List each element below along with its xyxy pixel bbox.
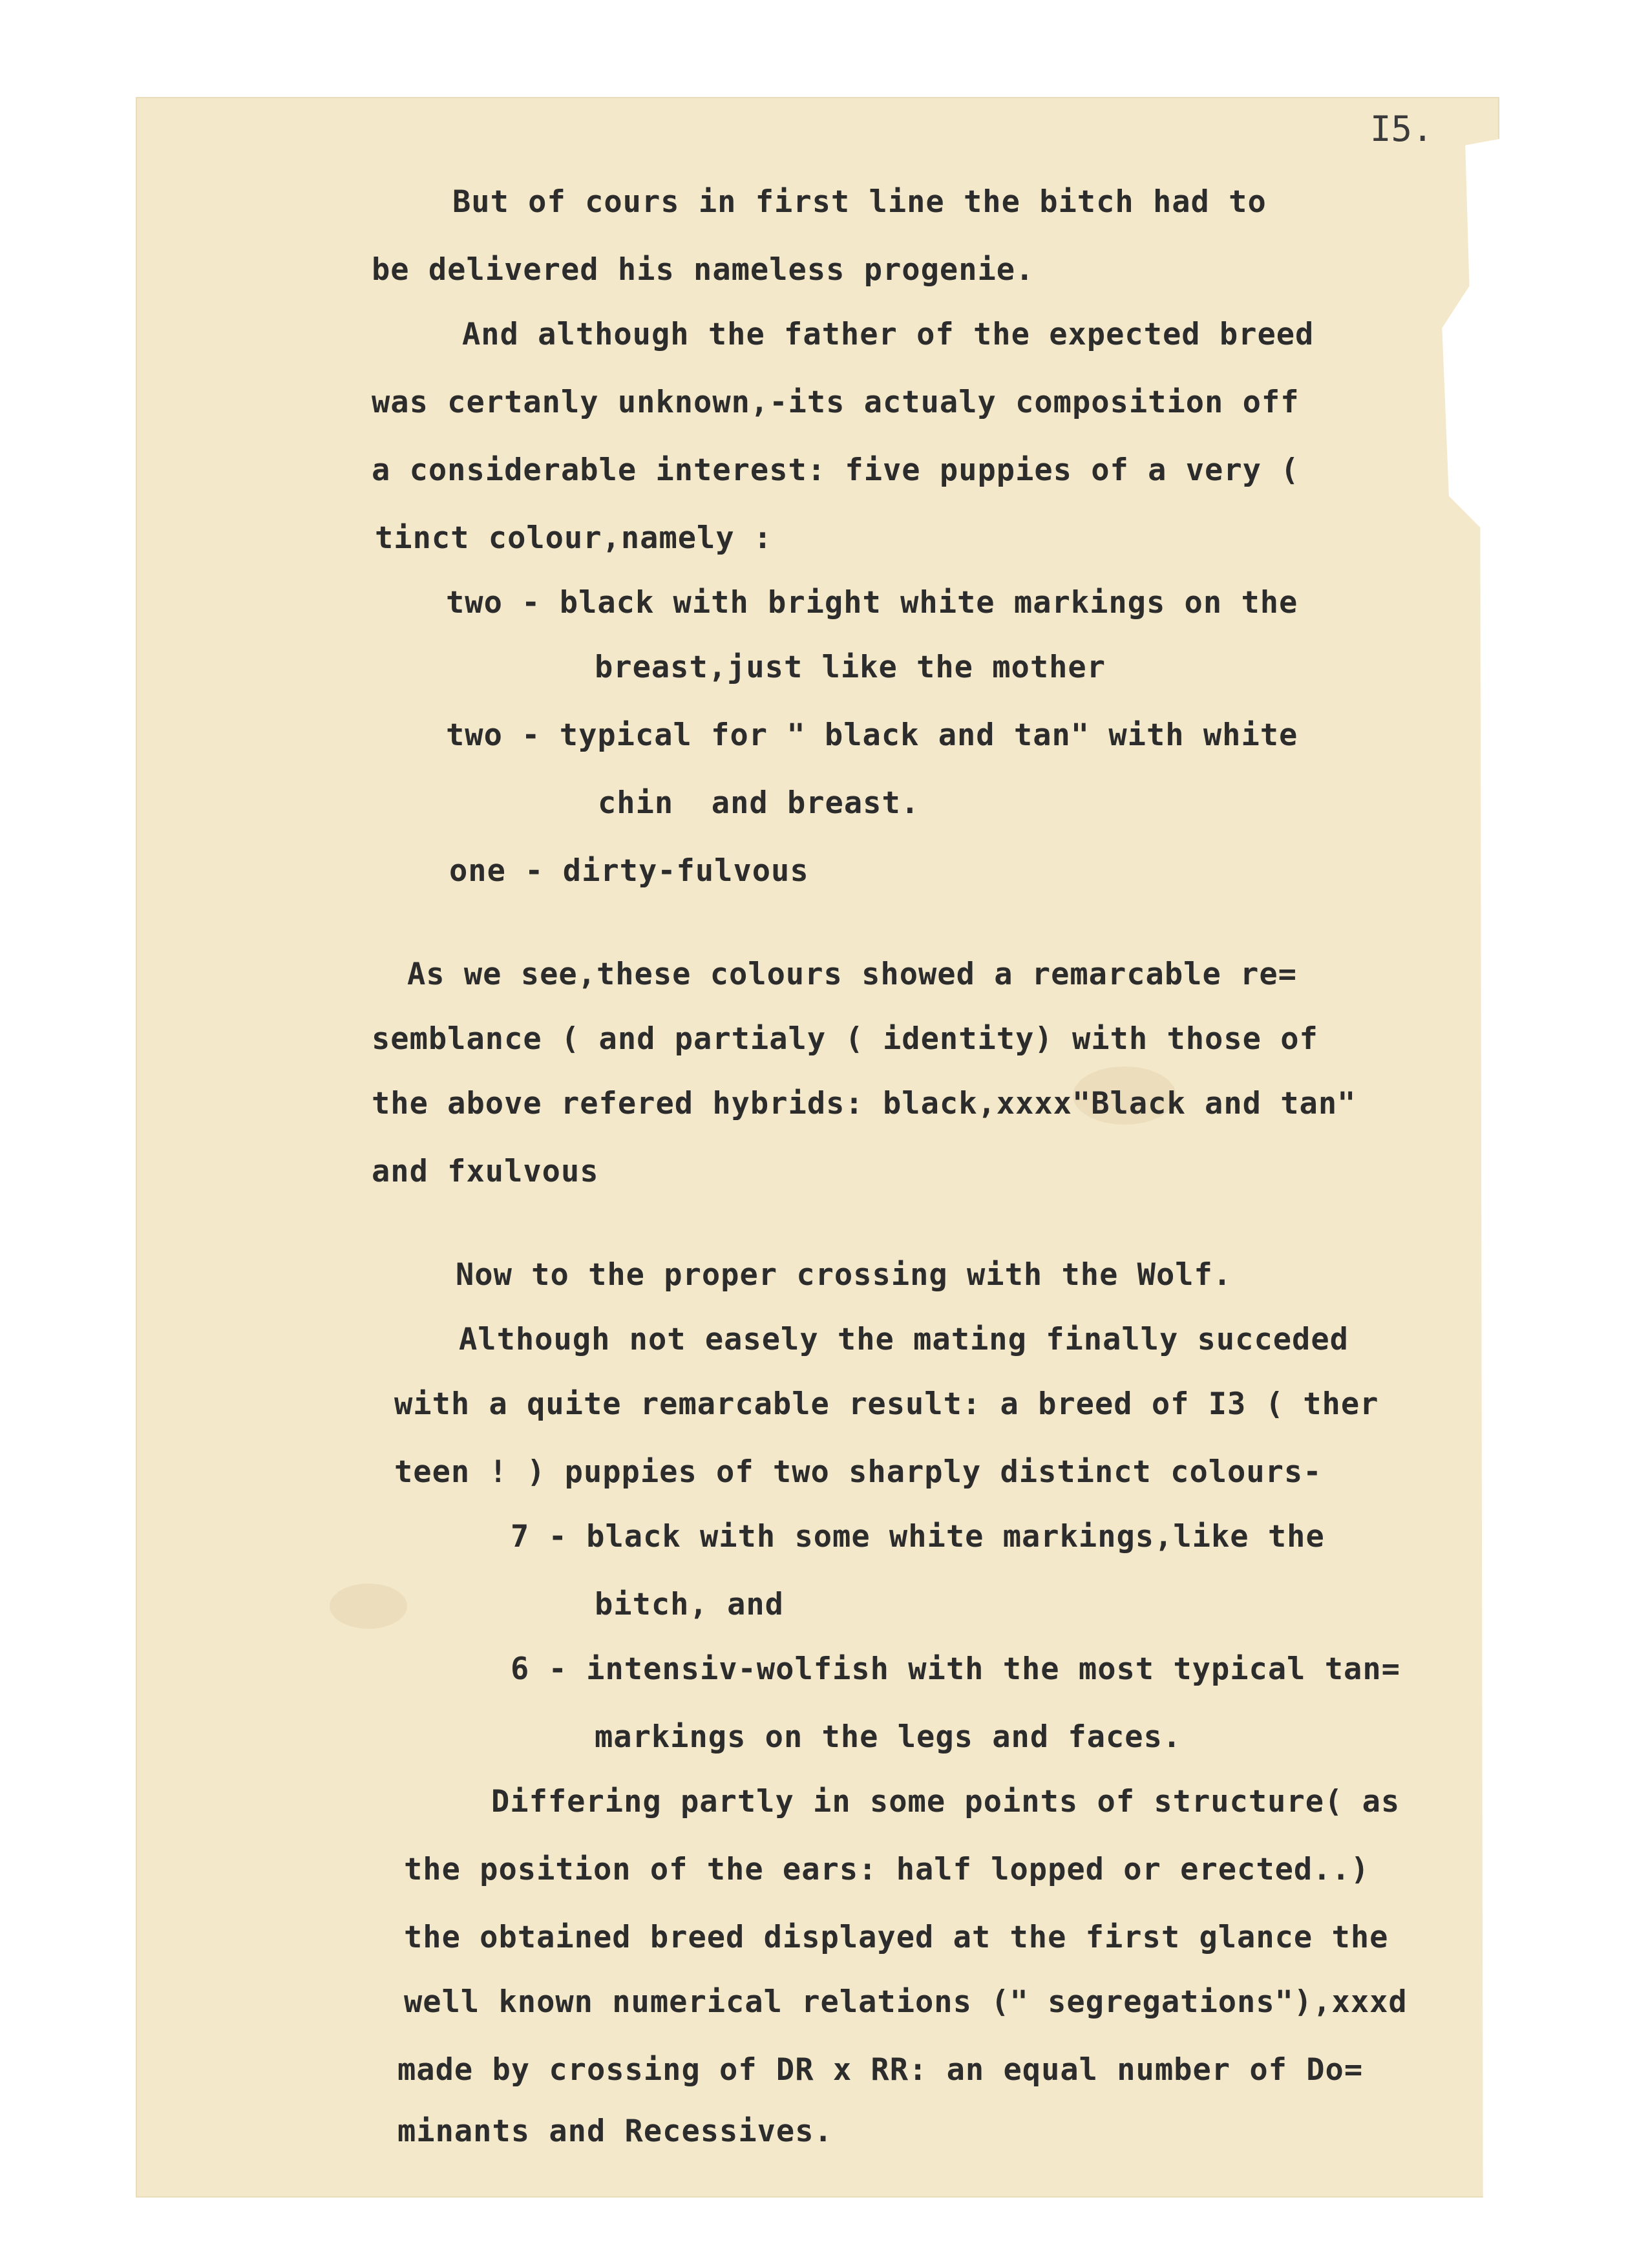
text-line: minants and Recessives. xyxy=(397,2114,833,2149)
text-line: tinct colour,namely : xyxy=(375,520,773,556)
text-line: be delivered his nameless progenie. xyxy=(372,252,1035,288)
paper-stain xyxy=(330,1584,407,1629)
text-line: As we see,these colours showed a remarcable re= xyxy=(407,957,1297,992)
text-line: chin and breast. xyxy=(598,785,920,821)
text-line: teen ! ) puppies of two sharply distinct colours- xyxy=(394,1454,1322,1490)
text-line: the obtained breed displayed at the first glance the xyxy=(404,1920,1389,1955)
text-line: But of cours in first line the bitch had to xyxy=(452,184,1267,220)
text-line: 7 - black with some white markings,like the xyxy=(511,1519,1325,1554)
text-line: two - black with bright white markings on the xyxy=(446,585,1298,620)
text-line: semblance ( and partialy ( identity) with those of xyxy=(372,1021,1318,1057)
text-line: markings on the legs and faces. xyxy=(595,1719,1182,1755)
text-line: made by crossing of DR x RR: an equal number of Do= xyxy=(397,2052,1364,2088)
text-line: with a quite remarcable result: a breed of I3 ( ther xyxy=(394,1386,1379,1422)
text-line: well known numerical relations (" segregations"),xxxd xyxy=(404,1984,1408,2020)
text-line: Although not easely the mating finally succeded xyxy=(459,1322,1349,1357)
text-line: and fxulvous xyxy=(372,1154,599,1189)
text-line: the above refered hybrids: black,xxxx"Black and tan" xyxy=(372,1086,1357,1121)
text-line: breast,just like the mother xyxy=(595,650,1106,685)
text-line: Differing partly in some points of structure( as xyxy=(491,1784,1400,1819)
text-line: 6 - intensiv-wolfish with the most typical tan= xyxy=(511,1651,1400,1687)
text-line: two - typical for " black and tan" with white xyxy=(446,717,1298,753)
text-line: bitch, and xyxy=(595,1587,784,1622)
text-line: Now to the proper crossing with the Wolf. xyxy=(456,1257,1232,1293)
text-line: And although the father of the expected breed xyxy=(462,317,1315,352)
text-line: a considerable interest: five puppies of a very ( xyxy=(372,452,1300,488)
page-number: I5. xyxy=(1370,109,1433,149)
text-line: the position of the ears: half lopped or erected..) xyxy=(404,1852,1370,1887)
text-line: one - dirty-fulvous xyxy=(449,853,809,889)
text-line: was certanly unknown,-its actualy composition off xyxy=(372,385,1300,420)
